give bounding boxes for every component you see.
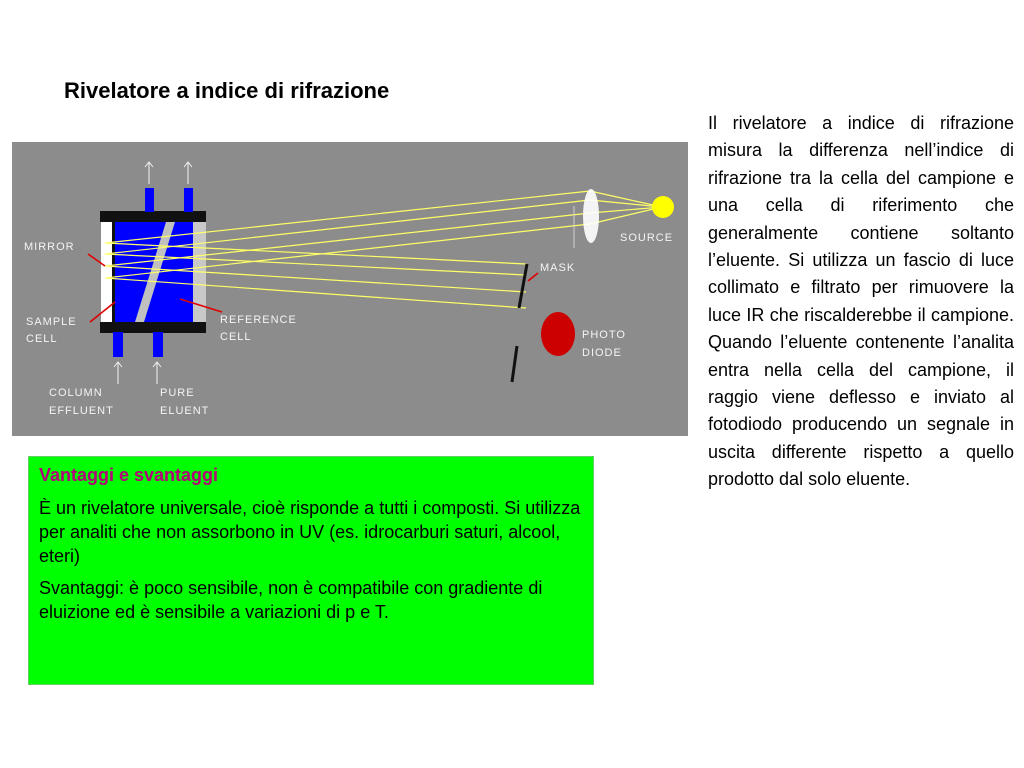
label-reference-cell-2: CELL	[220, 331, 252, 343]
outlet-tube-right	[184, 188, 193, 212]
pros-cons-box	[28, 456, 594, 685]
refractive-index-detector-diagram	[12, 142, 688, 436]
pros-cons-heading: Vantaggi e svantaggi	[39, 465, 219, 485]
photo-diode	[541, 312, 575, 356]
inlet-tube-left	[113, 332, 123, 357]
advantages-text: È un rivelatore universale, cioè risponde a tutti i composti. Si utilizza per analiti che non assorbono in UV (es. idrocarburi saturi, alcool, eteri)	[39, 498, 581, 566]
label-sample-cell-2: CELL	[26, 333, 58, 345]
description-text: Il rivelatore a indice di rifrazione misura la differenza nell’indice di rifrazione tra la cella del campione e una cella di riferimento che generalmente contiene soltanto l’eluente. Si utilizza un fascio di luce collimato e filtrato per rimuovere la luce IR che riscalderebbe il campione. Quando l’eluente contenente l’analita entra nella cella del campione, il raggio viene deflesso e inviato al fotodiodo producendo un segnale in uscita differente rispetto a quello prodotto dal solo eluente.	[708, 113, 1014, 490]
label-source: SOURCE	[620, 232, 674, 244]
label-photo-diode: PHOTO	[582, 329, 626, 341]
cell-wall-left	[112, 222, 115, 322]
label-sample-cell: SAMPLE	[26, 316, 77, 328]
label-reference-cell: REFERENCE	[220, 314, 297, 326]
cell-frame-top	[100, 211, 206, 222]
inlet-tube-right	[153, 332, 163, 357]
disadvantages-text: Svantaggi: è poco sensibile, non è compatibile con gradiente di eluizione ed è sensibile a variazioni di p e T.	[39, 578, 543, 622]
label-column-effluent-2: EFFLUENT	[49, 405, 114, 417]
light-source	[652, 196, 674, 218]
label-pure-eluent-2: ELUENT	[160, 405, 210, 417]
outlet-tube-left	[145, 188, 154, 212]
collimating-lens	[583, 189, 599, 243]
cell-frame-bottom	[100, 322, 206, 333]
mirror-plate	[101, 222, 112, 322]
slide-title: Rivelatore a indice di rifrazione	[64, 78, 390, 103]
label-mask: MASK	[540, 262, 576, 274]
label-column-effluent: COLUMN	[49, 387, 103, 399]
label-mirror: MIRROR	[24, 241, 75, 253]
label-pure-eluent: PURE	[160, 387, 195, 399]
label-photo-diode-2: DIODE	[582, 347, 622, 359]
